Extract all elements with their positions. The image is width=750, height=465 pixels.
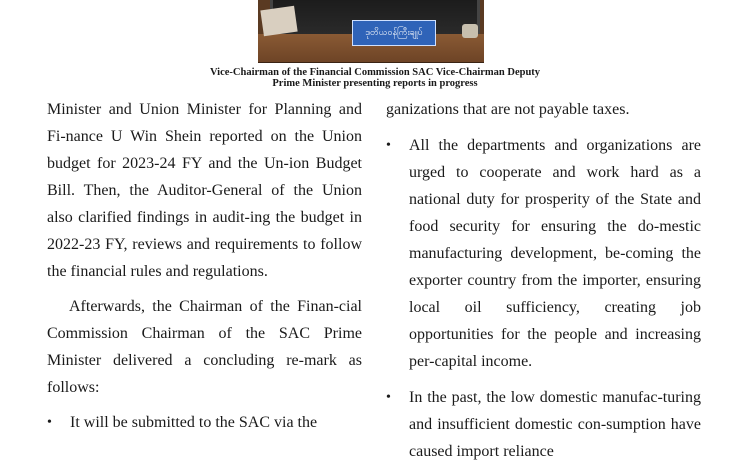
- left-paragraph-1: Minister and Union Minister for Planning and Fi-nance U Win Shein reported on the Union budget for 2023-24 FY and the Un-ion Budget Bill. Then, the Auditor-General of the Union also clarified findings in audit-ing the budget in 2022-23 FY, reviews and requirements to follow the financial rules and regulations.: [47, 101, 362, 280]
- left-bullet-text: It will be submitted to the SAC via the: [70, 414, 318, 431]
- bullet-icon: •: [47, 415, 52, 430]
- right-bullet-text-1: All the departments and organizations are urged to cooperate and work hard as a national duty for prosperity of the State and food security for ensuring the do-mestic manufacturing development, be-coming the exporter country from the importer, ensuring local oil sufficiency, creating job opportunities for the people and increasing per-capital income.: [409, 137, 701, 370]
- photo-microphone: [462, 24, 478, 38]
- photo-nameplate: ဒုတိယဝန်ကြီးချုပ်: [352, 20, 436, 46]
- photo-caption: [160, 67, 590, 89]
- caption-line-1: Vice-Chairman of the Financial Commission SAC Vice-Chairman Deputy: [209, 67, 541, 78]
- photo-papers: [260, 6, 297, 36]
- left-paragraph-2: Afterwards, the Chairman of the Finan-cial Commission Chairman of the SAC Prime Minister delivered a concluding re-mark as follows:: [47, 298, 362, 396]
- right-bullet-item-1: [386, 132, 701, 375]
- right-bullet-item-2: [386, 384, 701, 465]
- left-column: [47, 96, 362, 436]
- right-bullet-text-2: In the past, the low domestic manufac-turing and insufficient domestic con-sumption have caused import reliance: [409, 389, 701, 460]
- left-bullet-item: [47, 409, 362, 436]
- right-continuation-text: ganizations that are not payable taxes.: [386, 101, 630, 118]
- right-column: [386, 96, 701, 465]
- bullet-icon: •: [386, 390, 391, 405]
- news-photo: [258, 0, 484, 63]
- bullet-icon: •: [386, 138, 391, 153]
- caption-line-2: Prime Minister presenting reports in progress: [272, 78, 478, 89]
